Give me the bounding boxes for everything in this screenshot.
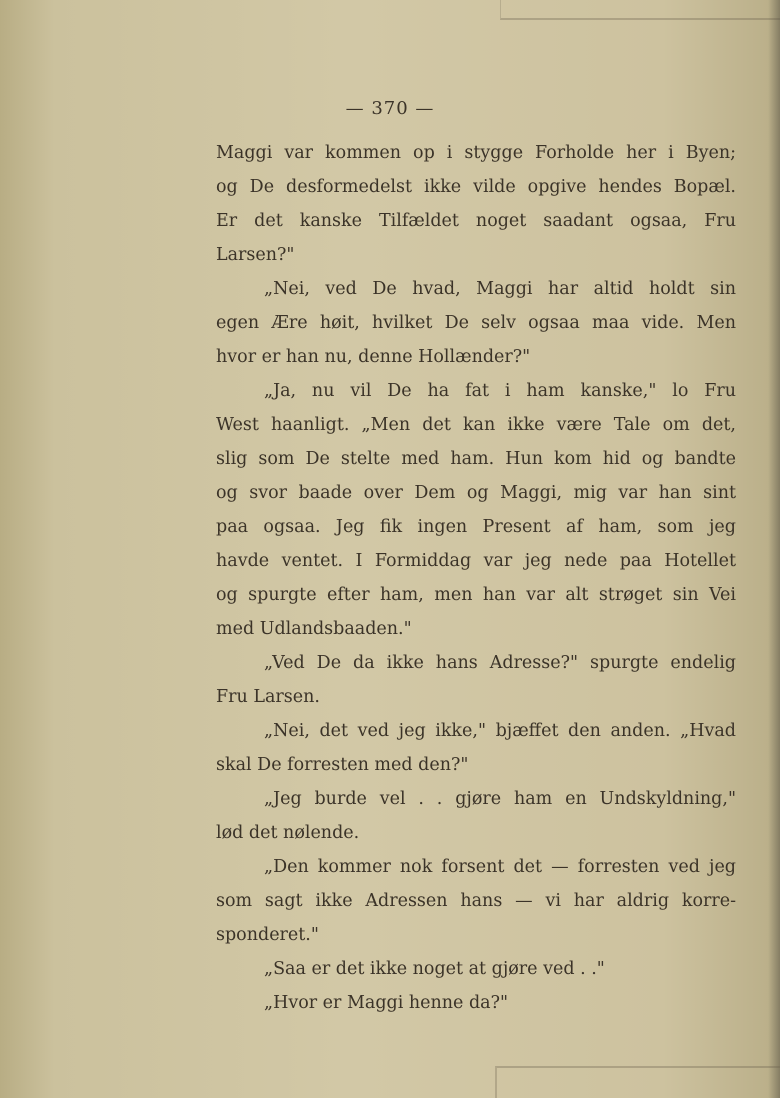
text-line: „Den kommer nok forsent det — forresten ved jeg bbox=[264, 857, 736, 877]
text-line: som sagt ikke Adressen hans — vi har aldrig korre- bbox=[216, 891, 736, 911]
text-line: Larsen?" bbox=[216, 245, 295, 265]
paper-fold-bottom bbox=[495, 1066, 780, 1098]
text-line: „Hvor er Maggi henne da?" bbox=[264, 993, 509, 1013]
text-line: egen Ære høit, hvilket De selv ogsaa maa vide. Men bbox=[216, 313, 736, 333]
text-line: „Ja, nu vil De ha fat i ham kanske," lo Fru bbox=[264, 381, 736, 401]
page-number: — 370 — bbox=[345, 98, 435, 119]
text-line: med Udlandsbaaden." bbox=[216, 619, 412, 639]
text-line: „Jeg burde vel . . gjøre ham en Undskyldning," bbox=[264, 789, 736, 809]
text-line: lød det nølende. bbox=[216, 823, 360, 843]
text-line: Er det kanske Tilfældet noget saadant ogsaa, Fru bbox=[216, 211, 736, 231]
text-line: og svor baade over Dem og Maggi, mig var han sint bbox=[216, 483, 736, 503]
text-line: Maggi var kommen op i stygge Forholde her i Byen; bbox=[216, 143, 736, 163]
text-line: Fru Larsen. bbox=[216, 687, 320, 707]
text-line: hvor er han nu, denne Hollænder?" bbox=[216, 347, 531, 367]
text-line: sponderet." bbox=[216, 925, 319, 945]
text-line: „Saa er det ikke noget at gjøre ved . ." bbox=[264, 959, 605, 979]
page-edge-shadow bbox=[768, 0, 780, 1098]
text-line: West haanligt. „Men det kan ikke være Tale om det, bbox=[216, 415, 736, 435]
text-line: og De desformedelst ikke vilde opgive hendes Bopæl. bbox=[216, 177, 736, 197]
text-line: skal De forresten med den?" bbox=[216, 755, 469, 775]
text-line: havde ventet. I Formiddag var jeg nede paa Hotellet bbox=[216, 551, 736, 571]
text-line: „Nei, ved De hvad, Maggi har altid holdt sin bbox=[264, 279, 736, 299]
text-line: paa ogsaa. Jeg fik ingen Present af ham, som jeg bbox=[216, 517, 736, 537]
text-line: og spurgte efter ham, men han var alt strøget sin Vei bbox=[216, 585, 736, 605]
text-line: „Ved De da ikke hans Adresse?" spurgte endelig bbox=[264, 653, 736, 673]
text-line: „Nei, det ved jeg ikke," bjæffet den anden. „Hvad bbox=[264, 721, 736, 741]
body-text bbox=[216, 136, 736, 1020]
paper-fold-top bbox=[500, 0, 780, 20]
text-line: slig som De stelte med ham. Hun kom hid og bandte bbox=[216, 449, 736, 469]
